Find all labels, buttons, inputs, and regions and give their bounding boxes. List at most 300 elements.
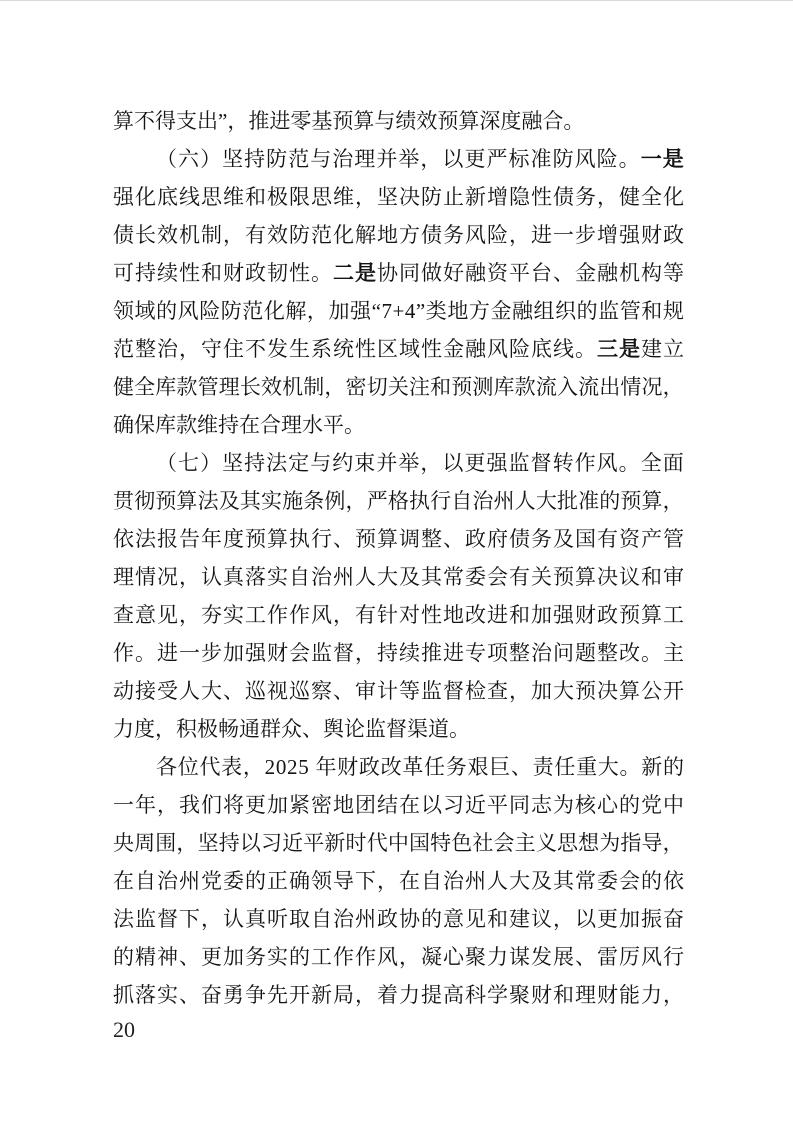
text-line [113, 102, 684, 140]
character: 工 [311, 945, 332, 969]
character: 督 [443, 679, 464, 703]
character: 批 [556, 489, 578, 513]
character: 监 [598, 299, 620, 323]
character: 、 [223, 679, 244, 703]
character: 财 [337, 755, 359, 779]
character: 正 [267, 869, 288, 893]
character: 务 [245, 945, 266, 969]
character: 密 [345, 375, 367, 399]
character: ， [420, 147, 442, 171]
character: 化 [263, 299, 285, 323]
character: 以 [442, 451, 464, 475]
character: 巨 [489, 755, 511, 779]
character: 融 [465, 337, 486, 361]
character: 和 [641, 565, 662, 589]
character: 常 [443, 565, 464, 589]
character: 重 [576, 755, 598, 779]
character: 先 [267, 983, 288, 1007]
character: 2 [264, 755, 276, 779]
character: 作 [113, 641, 134, 665]
character: 六 [178, 147, 200, 171]
character: 、 [575, 945, 596, 969]
character: 制 [201, 223, 222, 247]
character: 条 [303, 489, 325, 513]
character: 强 [113, 185, 134, 209]
character: 新 [324, 831, 346, 855]
character: 预 [553, 565, 574, 589]
character: 厉 [619, 945, 640, 969]
character: 更 [245, 793, 266, 817]
character: 治 [472, 489, 494, 513]
character: 平 [487, 793, 508, 817]
character: 等 [399, 679, 420, 703]
character: 准 [530, 147, 552, 171]
character: 实 [223, 603, 244, 627]
character: 更 [464, 451, 486, 475]
character: 任 [554, 755, 576, 779]
character: 三 [597, 337, 618, 361]
character: 中 [663, 793, 684, 817]
character: 立 [663, 337, 684, 361]
character: 振 [641, 907, 662, 931]
character: 等 [663, 261, 684, 285]
character: 长 [239, 375, 261, 399]
text-line [113, 368, 684, 406]
character: 进 [531, 223, 552, 247]
character: 及 [218, 489, 240, 513]
character: 管 [663, 527, 684, 551]
character: 债 [553, 185, 574, 209]
character: 习 [443, 793, 464, 817]
character: 金 [443, 337, 464, 361]
character: 理 [575, 983, 596, 1007]
character: 真 [223, 565, 244, 589]
character: 、 [443, 527, 464, 551]
character: 领 [113, 299, 134, 323]
character: 束 [354, 451, 376, 475]
character: 风 [574, 147, 596, 171]
character: ， [509, 223, 530, 247]
character: 融 [597, 261, 618, 285]
character: 奋 [201, 983, 222, 1007]
character: 一 [113, 793, 134, 817]
character: 将 [223, 793, 244, 817]
character: 人 [487, 869, 508, 893]
character: 大 [535, 489, 557, 513]
character: 0 [275, 755, 287, 779]
character: 特 [430, 831, 452, 855]
character: 底 [157, 185, 178, 209]
character: 防 [421, 185, 442, 209]
character: 意 [135, 603, 156, 627]
character: 央 [113, 831, 134, 855]
character: 项 [487, 641, 508, 665]
character: 州 [179, 869, 200, 893]
character: 解 [285, 299, 307, 323]
character: 谋 [509, 945, 530, 969]
character: 落 [245, 565, 266, 589]
character: ， [157, 793, 178, 817]
character: 维 [223, 185, 244, 209]
character: 隐 [509, 185, 530, 209]
character: 整 [597, 641, 618, 665]
character: ， [662, 831, 684, 855]
character: 委 [597, 869, 618, 893]
character: 作 [355, 945, 376, 969]
character: 思 [556, 831, 578, 855]
character: 强 [245, 641, 266, 665]
character: 人 [355, 565, 376, 589]
character: 加 [619, 907, 640, 931]
character: 平 [303, 831, 325, 855]
character: 转 [552, 451, 574, 475]
character: 大 [509, 869, 530, 893]
character: 资 [619, 527, 640, 551]
character: 和 [487, 907, 508, 931]
character: 们 [201, 793, 222, 817]
character: 高 [443, 983, 464, 1007]
character: 神 [157, 945, 178, 969]
character: 大 [553, 679, 574, 703]
character: 算 [641, 489, 663, 513]
character: 巡 [289, 679, 310, 703]
character: 坚 [222, 147, 244, 171]
character: 是 [662, 147, 684, 171]
character: 险 [509, 337, 530, 361]
character: 为 [553, 793, 574, 817]
character: 机 [282, 375, 304, 399]
character: 进 [487, 603, 508, 627]
character: 领 [311, 869, 332, 893]
character: 的 [576, 299, 598, 323]
character: 理 [113, 565, 134, 589]
character: 责 [532, 755, 554, 779]
character: 的 [662, 755, 684, 779]
character: 化 [135, 185, 156, 209]
text-line [113, 824, 684, 862]
character: ， [324, 375, 346, 399]
character: 及 [399, 565, 420, 589]
character: 作 [333, 945, 354, 969]
character: 关 [387, 375, 409, 399]
character: ， [201, 907, 222, 931]
character: 聚 [465, 945, 486, 969]
character: ” [415, 299, 426, 323]
character: 持 [244, 451, 266, 475]
character: + [392, 299, 405, 323]
character: 思 [311, 185, 332, 209]
character: 夯 [201, 603, 222, 627]
character: 面 [662, 451, 684, 475]
character: 。 [575, 337, 596, 361]
character: 实 [267, 565, 288, 589]
character: 严 [486, 147, 508, 171]
character: 险 [199, 299, 221, 323]
text-line [113, 140, 684, 178]
character: 切 [366, 375, 388, 399]
character: 革 [402, 755, 424, 779]
character: 勇 [223, 983, 244, 1007]
text-segment: 确保库款维持在合理水平。 [113, 413, 365, 437]
character: 针 [377, 603, 398, 627]
character: 机 [619, 261, 640, 285]
character: 代 [366, 831, 388, 855]
character: 4 [404, 299, 416, 323]
character: 社 [472, 831, 494, 855]
character: 行 [430, 489, 452, 513]
character: 效 [267, 223, 288, 247]
character: 一 [179, 641, 200, 665]
character: 自 [451, 489, 473, 513]
character: 资 [487, 261, 508, 285]
character: 雷 [597, 945, 618, 969]
character: 法 [113, 907, 134, 931]
character: 有 [245, 223, 266, 247]
character: 发 [267, 337, 288, 361]
character: 州 [465, 869, 486, 893]
character: 。 [311, 261, 332, 285]
character: 地 [443, 603, 464, 627]
character: 局 [333, 983, 354, 1007]
character: 受 [157, 679, 178, 703]
character: 查 [487, 679, 508, 703]
character: 中 [387, 831, 409, 855]
character: 全 [134, 375, 156, 399]
character: 力 [399, 983, 420, 1007]
character: 精 [135, 945, 156, 969]
character: 依 [663, 869, 684, 893]
character: 更 [597, 907, 618, 931]
character: 新 [465, 185, 486, 209]
character: 以 [239, 831, 261, 855]
character: 代 [199, 755, 221, 779]
character: 开 [663, 679, 684, 703]
character: 理 [218, 375, 240, 399]
character: 近 [282, 831, 304, 855]
character: 算 [619, 679, 640, 703]
character: 强 [486, 451, 508, 475]
text-line [113, 900, 684, 938]
character: 有 [597, 527, 618, 551]
character: 台 [531, 261, 552, 285]
character: 监 [135, 907, 156, 931]
character: 风 [465, 223, 486, 247]
character: 与 [310, 147, 332, 171]
character: 金 [575, 261, 596, 285]
character: 域 [399, 337, 420, 361]
character: 政 [597, 603, 618, 627]
character: 机 [179, 223, 200, 247]
character: 务 [445, 755, 467, 779]
character: 州 [493, 489, 515, 513]
character: 、 [179, 945, 200, 969]
character: 范 [288, 147, 310, 171]
character: 改 [465, 603, 486, 627]
character: 建 [641, 337, 662, 361]
character: 力 [641, 983, 662, 1007]
character: 作 [574, 451, 596, 475]
character: 坚 [197, 831, 219, 855]
character: 会 [493, 831, 515, 855]
character: 力 [487, 945, 508, 969]
character: 加 [531, 603, 552, 627]
character: 严 [366, 489, 388, 513]
character: 性 [289, 261, 310, 285]
character: 下 [355, 869, 376, 893]
character: 监 [421, 679, 442, 703]
character: 动 [113, 679, 134, 703]
character: 行 [311, 527, 332, 551]
character: 步 [201, 641, 222, 665]
character: 效 [157, 223, 178, 247]
character: 各 [156, 755, 177, 779]
character: 表 [221, 755, 243, 779]
character: 是 [619, 337, 640, 361]
character: 管 [197, 375, 219, 399]
character: 习 [260, 831, 282, 855]
character: 奋 [663, 907, 684, 931]
character: 改 [380, 755, 402, 779]
text-line [113, 406, 684, 444]
character: 团 [355, 793, 376, 817]
character: ， [333, 603, 354, 627]
character: 位 [177, 755, 199, 779]
character: 指 [620, 831, 642, 855]
character: 持 [135, 261, 156, 285]
character: 七 [178, 451, 200, 475]
text-line [113, 558, 684, 596]
character: 平 [509, 261, 530, 285]
character: 展 [553, 945, 574, 969]
character: 持 [244, 147, 266, 171]
character: 预 [155, 489, 177, 513]
character: 、 [510, 755, 532, 779]
character: 作 [267, 603, 288, 627]
character: 政 [377, 907, 398, 931]
character: 算 [377, 527, 398, 551]
character: 预 [620, 489, 642, 513]
character: 全 [641, 185, 662, 209]
text-line [113, 710, 684, 748]
character: 防 [220, 299, 242, 323]
character: 贯 [113, 489, 134, 513]
text-line [113, 178, 684, 216]
character: 健 [113, 375, 134, 399]
character: 举 [398, 147, 420, 171]
character: 党 [201, 869, 222, 893]
character: 在 [399, 793, 420, 817]
character: 加 [531, 679, 552, 703]
character: 的 [245, 869, 266, 893]
page-number: 20 [113, 1017, 135, 1042]
character: 作 [289, 603, 310, 627]
character: 的 [619, 793, 640, 817]
character: 彻 [134, 489, 156, 513]
character: 融 [465, 261, 486, 285]
character: 、 [179, 983, 200, 1007]
character: 算 [176, 489, 198, 513]
character: 以 [442, 147, 464, 171]
character: 例 [324, 489, 346, 513]
character: 确 [289, 869, 310, 893]
character: 开 [289, 983, 310, 1007]
character: 统 [333, 337, 354, 361]
character: 同 [399, 261, 420, 285]
character: 地 [377, 223, 398, 247]
character: 情 [620, 375, 642, 399]
character: ， [399, 945, 420, 969]
character: 增 [487, 185, 508, 209]
character: 委 [223, 869, 244, 893]
character: 实 [267, 945, 288, 969]
character: 。 [135, 641, 156, 665]
character: 能 [619, 983, 640, 1007]
character: 务 [575, 185, 596, 209]
character: 财 [531, 983, 552, 1007]
character: 调 [399, 527, 420, 551]
character: 人 [179, 679, 200, 703]
character: 政 [465, 527, 486, 551]
character: 风 [311, 603, 332, 627]
character: 注 [408, 375, 430, 399]
character: 区 [377, 337, 398, 361]
character: 大 [377, 565, 398, 589]
character: 债 [421, 223, 442, 247]
character: 止 [443, 185, 464, 209]
character: 库 [493, 375, 515, 399]
character: 更 [201, 945, 222, 969]
character: ， [355, 641, 376, 665]
text-line [113, 862, 684, 900]
character: 理 [354, 147, 376, 171]
character: 好 [443, 261, 464, 285]
character: 会 [289, 641, 310, 665]
character: 认 [201, 565, 222, 589]
character: 抓 [113, 983, 134, 1007]
character: ） [200, 451, 222, 475]
character: 的 [113, 945, 134, 969]
character: 加 [267, 793, 288, 817]
character: 决 [399, 185, 420, 209]
character: 域 [134, 299, 156, 323]
character: 专 [465, 641, 486, 665]
character: 视 [267, 679, 288, 703]
character: 效 [260, 375, 282, 399]
character: ， [176, 831, 198, 855]
character: 库 [155, 375, 177, 399]
character: 有 [355, 603, 376, 627]
character: 融 [511, 299, 533, 323]
character: 州 [355, 907, 376, 931]
character: 和 [509, 603, 530, 627]
character: 。 [618, 147, 640, 171]
character: 大 [597, 755, 619, 779]
character: 意 [443, 907, 464, 931]
character: ， [242, 755, 264, 779]
character: 地 [333, 793, 354, 817]
character: 加 [223, 945, 244, 969]
character: 维 [333, 185, 354, 209]
character: 与 [310, 451, 332, 475]
character: 坚 [377, 185, 398, 209]
character: ， [355, 185, 376, 209]
text-line [113, 938, 684, 976]
character: 组 [533, 299, 555, 323]
character: 健 [619, 185, 640, 209]
character: 检 [465, 679, 486, 703]
character: 执 [289, 527, 310, 551]
text-line [113, 596, 684, 634]
